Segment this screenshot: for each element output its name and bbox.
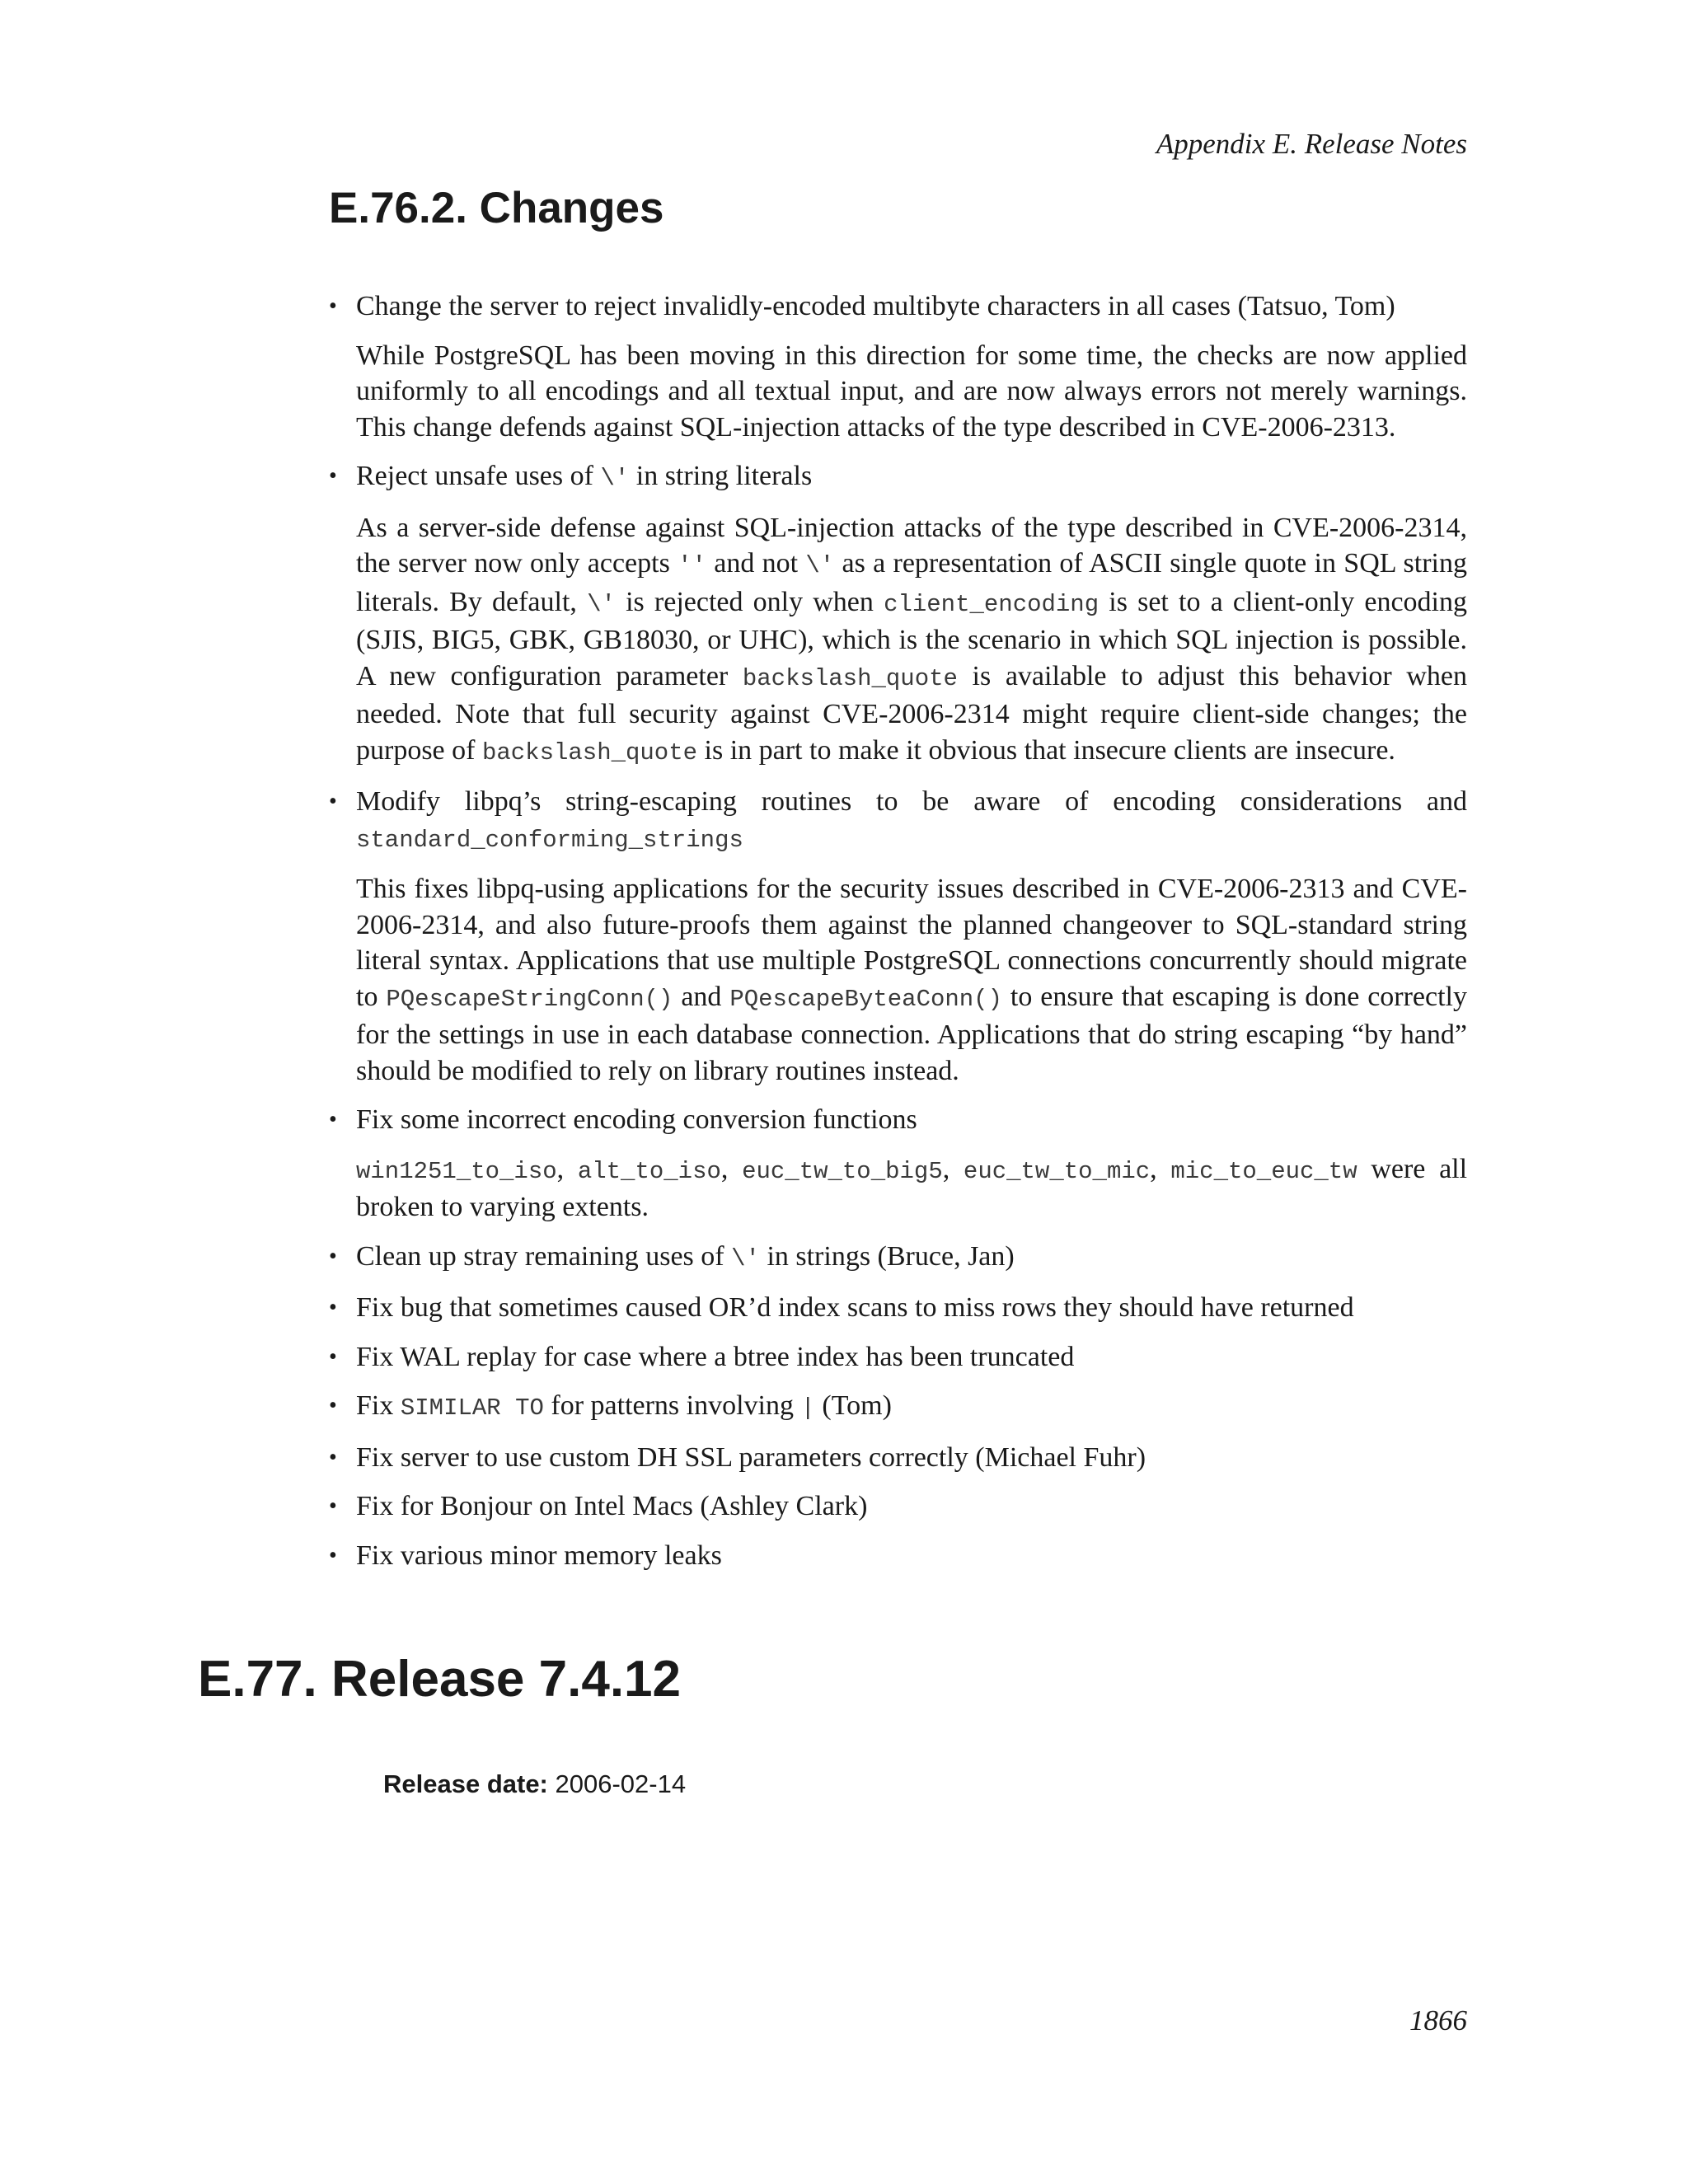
- inline-code: mic_to_euc_tw: [1170, 1157, 1357, 1185]
- list-item: [329, 1538, 1467, 1574]
- item-title-code: [356, 820, 1467, 859]
- inline-code: PQescapeByteaConn(): [729, 985, 1002, 1013]
- inline-code: euc_tw_to_big5: [742, 1157, 943, 1185]
- inline-code: backslash_quote: [742, 664, 958, 692]
- bullet: •: [329, 463, 337, 489]
- inline-code: client_encoding: [884, 590, 1100, 618]
- bullet: •: [329, 789, 337, 814]
- inline-code: SIMILAR TO: [400, 1394, 544, 1422]
- item-title: Fix SIMILAR TO for patterns involving | (Tom): [356, 1390, 892, 1422]
- item-title: Modify libpq’s string-escaping routines to be aware of encoding considerations and: [356, 786, 1467, 817]
- list-item: [329, 1102, 1467, 1226]
- item-description: win1251_to_iso, alt_to_iso, euc_tw_to_big5, euc_tw_to_mic, mic_to_euc_tw were all broken to varying extents.: [356, 1153, 1468, 1222]
- item-description: While PostgreSQL has been moving in this direction for some time, the checks are now applied uniformly to all encodings and all textual input, and are now always errors not merely warnings. This change defends against SQL-injection attacks of the type described in CVE-2006-2313.: [356, 340, 1467, 443]
- item-description: This fixes libpq-using applications for the security issues described in CVE-2006-2313 and CVE-2006-2314, and also future-proofs them against the planned changeover to SQL-standard string literal syntax. Applications that use multiple PostgreSQL connections concurrently should migrate to PQescapeStringConn() and PQescapeByteaConn() to ensure that escaping is done correctly for the settings in use in each database connection. Applications that do string escaping “by hand” should be modified to rely on library routines instead.: [356, 874, 1467, 1086]
- inline-code: PQescapeStringConn(): [386, 985, 673, 1013]
- item-title: Reject unsafe uses of \' in string literals: [356, 461, 813, 492]
- change-list: [329, 288, 1467, 1586]
- release-date-value: 2006-02-14: [555, 1769, 687, 1798]
- list-item: [329, 784, 1467, 1089]
- inline-code: standard_conforming_strings: [356, 826, 743, 854]
- bullet: •: [329, 1444, 337, 1470]
- page-number: 1866: [1409, 2004, 1467, 2036]
- item-title: Fix some incorrect encoding conversion functions: [356, 1104, 917, 1135]
- bullet: •: [329, 293, 337, 319]
- inline-code: \': [731, 1244, 760, 1272]
- item-title: Fix for Bonjour on Intel Macs (Ashley Clark): [356, 1491, 868, 1521]
- list-item: [329, 1239, 1467, 1277]
- inline-code: \': [600, 465, 630, 492]
- list-item: [329, 1290, 1467, 1326]
- list-item: [329, 458, 1467, 771]
- release-date: [383, 1768, 686, 1801]
- list-item: [329, 1388, 1467, 1427]
- running-header: Appendix E. Release Notes: [1156, 128, 1467, 160]
- bullet: •: [329, 1493, 337, 1519]
- item-title: Fix various minor memory leaks: [356, 1540, 722, 1571]
- item-title: Fix WAL replay for case where a btree index has been truncated: [356, 1341, 1075, 1372]
- inline-code: |: [800, 1394, 815, 1422]
- item-title: Clean up stray remaining uses of \' in strings (Bruce, Jan): [356, 1240, 1015, 1272]
- item-title: Change the server to reject invalidly-encoded multibyte characters in all cases (Tatsuo, Tom): [356, 291, 1395, 321]
- bullet: •: [329, 1243, 337, 1269]
- bullet: •: [329, 1343, 337, 1370]
- bullet: •: [329, 1542, 337, 1568]
- inline-code: alt_to_iso: [577, 1157, 721, 1185]
- inline-code: \': [587, 590, 616, 618]
- item-description: As a server-side defense against SQL-injection attacks of the type described in CVE-2006-2314, the server now only accepts '' and not \' as a representation of ASCII single quote in SQL string literals. By default, \' is rejected only when client_encoding is set to a client-only encoding (SJIS, BIG5, GBK, GB18030, or UHC), which is the scenario in which SQL injection is possible. A new configuration parameter backslash_quote is available to adjust this behavior when needed. Note that full security against CVE-2006-2314 might require client-side changes; the purpose of backslash_quote is in part to make it obvious that insecure clients are insecure.: [356, 512, 1467, 766]
- item-title: Fix bug that sometimes caused OR’d index scans to miss rows they should have returned: [356, 1292, 1354, 1323]
- inline-code: \': [805, 552, 835, 579]
- inline-code: '': [678, 552, 706, 579]
- inline-code: win1251_to_iso: [356, 1157, 557, 1185]
- bullet: •: [329, 1107, 337, 1132]
- list-item: [329, 1440, 1467, 1476]
- bullet: •: [329, 1295, 337, 1320]
- list-item: [329, 288, 1467, 445]
- list-item: [329, 1488, 1467, 1525]
- inline-code: euc_tw_to_mic: [963, 1157, 1151, 1185]
- inline-code: backslash_quote: [481, 738, 698, 766]
- bullet: •: [329, 1393, 337, 1418]
- release-date-label: Release date:: [383, 1769, 548, 1798]
- item-title: Fix server to use custom DH SSL parameters correctly (Michael Fuhr): [356, 1441, 1146, 1473]
- list-item: [329, 1339, 1467, 1376]
- release-title: E.77. Release 7.4.12: [198, 1651, 682, 1708]
- section-title: E.76.2. Changes: [329, 184, 664, 232]
